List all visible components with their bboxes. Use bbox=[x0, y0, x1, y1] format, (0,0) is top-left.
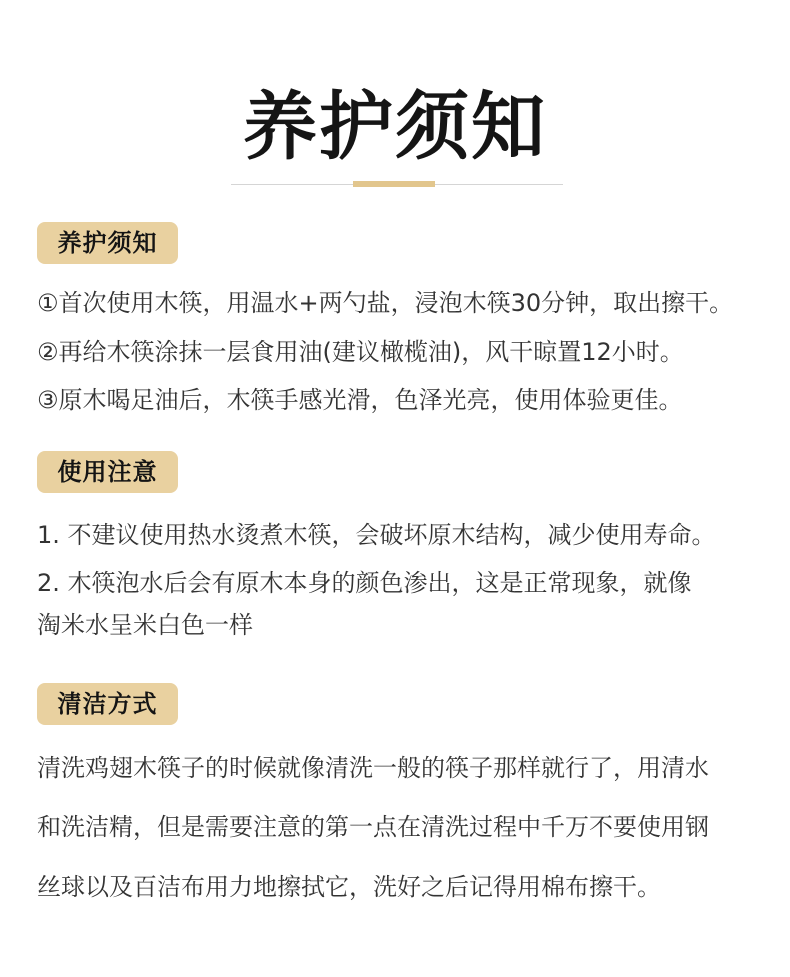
cleaning-text-line-2: 和洗洁精，但是需要注意的第一点在清洗过程中千万不要使用钢 bbox=[37, 813, 709, 841]
usage-note-1: 1. 不建议使用热水烫煮木筷，会破坏原木结构，减少使用寿命。 bbox=[37, 521, 716, 549]
section-heading-care: 养护须知 bbox=[37, 222, 178, 264]
care-step-2: ②再给木筷涂抹一层食用油(建议橄榄油)，风干晾置12小时。 bbox=[37, 338, 684, 366]
page-title: 养护须知 bbox=[243, 84, 547, 170]
cleaning-text-line-1: 清洗鸡翅木筷子的时候就像清洗一般的筷子那样就行了，用清水 bbox=[37, 754, 709, 782]
title-divider-accent bbox=[353, 181, 435, 187]
usage-note-2: 2. 木筷泡水后会有原木本身的颜色渗出，这是正常现象，就像 bbox=[37, 569, 692, 597]
care-step-1: ①首次使用木筷，用温水+两勺盐，浸泡木筷30分钟，取出擦干。 bbox=[37, 289, 734, 317]
section-heading-usage: 使用注意 bbox=[37, 451, 178, 493]
usage-note-2-cont: 淘米水呈米白色一样 bbox=[37, 611, 253, 639]
section-heading-cleaning: 清洁方式 bbox=[37, 683, 178, 725]
cleaning-text-line-3: 丝球以及百洁布用力地擦拭它，洗好之后记得用棉布擦干。 bbox=[37, 873, 661, 901]
care-step-3: ③原木喝足油后，木筷手感光滑，色泽光亮，使用体验更佳。 bbox=[37, 386, 683, 414]
